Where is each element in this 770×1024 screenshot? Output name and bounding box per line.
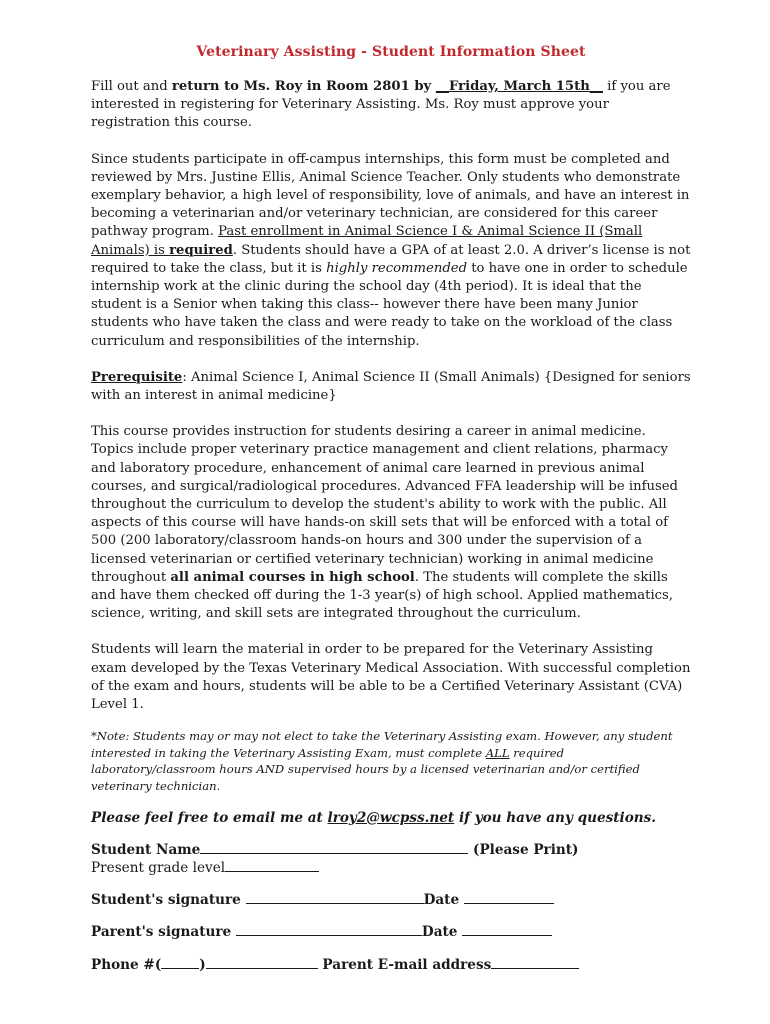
student-name-row: [91, 841, 691, 859]
note-paragraph: [91, 728, 691, 794]
grade-level-field[interactable]: [225, 859, 319, 872]
phone-close-paren: ): [199, 956, 206, 973]
parent-signature-label: Parent's signature: [91, 924, 236, 941]
student-date-label: Date: [423, 892, 464, 909]
student-name-label: Student Name: [91, 841, 201, 858]
requirements-paragraph: [91, 151, 691, 351]
note-text: *Note: Students may or may not elect to take the Veterinary Assisting exam. However, any student interested in taking the Veterinary Assisting Exam, must complete: [91, 729, 673, 760]
intro-paragraph: [91, 78, 691, 133]
phone-number-field[interactable]: [206, 956, 318, 969]
course-description-text: This course provides instruction for students desiring a career in animal medicine. Topics include proper veterinary practice management and client relations, pharmacy and laboratory procedure, enhancement of animal care learned in previous animal courses, and surgical/radiological procedures. Advanced FFA leadership will be infused throughout the curriculum to develop the student's ability to work with the public. All aspects of this course will have hands-on skill sets that will be enforced with a total of 500 (200 laboratory/classroom hands-on hours and 300 under the supervision of a licensed veterinarian or certified veterinary technician) working in animal medicine throughout: [91, 424, 678, 585]
due-date: __Friday, March 15th__: [435, 79, 603, 94]
requirements-text: Since students participate in off-campus internships, this form must be completed and reviewed by Mrs. Justine Ellis, Animal Science Teacher. Only students who demonstrate exemplary behavior, a high level of responsibility, love of animals, and have an interest in becoming a veterinarian and/or veterinary technician, are considered for this career pathway program.: [91, 151, 690, 240]
prerequisite-label: Prerequisite: [91, 369, 183, 385]
prerequisite-text: : Animal Science I, Animal Science II (Small Animals) {Designed for seniors with an interest in animal medicine}: [91, 369, 691, 404]
student-date-field[interactable]: [464, 891, 554, 904]
parent-email-field[interactable]: [491, 956, 579, 969]
note-all: ALL: [485, 745, 510, 760]
document-page: [91, 44, 691, 974]
intro-text-start: Fill out and: [91, 79, 172, 94]
course-description-end: . The students will complete the skills and have them checked off during the 1-3 year(s) of high school. Applied mathematics, science, writing, and skill sets are integrated throughout the curriculum.: [91, 569, 674, 622]
internship-text: to have one in order to schedule internship work at the clinic during the school day (4th period). It is ideal that the student is a Senior when taking this class-- however there have been many Junior students who have taken the class and were ready to take on the workload of the class curriculum and responsibilities of the internship.: [91, 260, 688, 349]
email-line: [91, 809, 691, 827]
contact-email-link[interactable]: lroy2@wcpss.net: [327, 809, 455, 826]
prerequisite-paragraph: [91, 369, 691, 405]
highly-recommended: highly recommended: [326, 260, 468, 276]
enrollment-requirement: Past enrollment in Animal Science I & Animal Science II (Small Animals) is: [91, 224, 643, 258]
phone-email-row: [91, 956, 691, 974]
intro-text-end: if you are interested in registering for Veterinary Assisting. Ms. Roy must approve your registration this course.: [91, 79, 671, 131]
student-signature-row: [91, 891, 691, 909]
all-animal-courses: all animal courses in high school: [170, 569, 415, 585]
student-signature-label: Student's signature: [91, 892, 246, 909]
note-text-end: required laboratory/classroom hours AND supervised hours by a licensed veterinarian and/or certified veterinary technician.: [91, 745, 640, 794]
parent-signature-field[interactable]: [236, 923, 422, 936]
course-description-paragraph: [91, 423, 691, 623]
phone-label: Phone #(: [91, 956, 162, 973]
parent-date-field[interactable]: [462, 923, 552, 936]
email-prompt: Please feel free to email me at: [91, 809, 328, 826]
student-signature-field[interactable]: [246, 891, 424, 904]
student-name-field[interactable]: [200, 841, 468, 854]
exam-paragraph: Students will learn the material in order to be prepared for the Veterinary Assisting exam developed by the Texas Veterinary Medical Association. With successful completion of the exam and hours, students will be able to be a Certified Veterinary Assistant (CVA) Level 1.: [91, 642, 691, 713]
grade-level-label: Present grade level: [91, 860, 226, 877]
required-emphasis: required: [169, 242, 233, 258]
parent-date-label: Date: [421, 924, 463, 941]
return-instruction: return to Ms. Roy in Room 2801 by: [171, 79, 436, 94]
email-prompt-end: if you have any questions.: [454, 809, 657, 826]
page-title: Veterinary Assisting - Student Information Sheet: [196, 44, 586, 60]
parent-email-label: Parent E-mail address: [317, 956, 492, 973]
please-print-label: (Please Print): [468, 841, 579, 858]
grade-level-row: [91, 859, 691, 877]
phone-area-code-field[interactable]: [161, 956, 199, 969]
parent-signature-row: [91, 923, 691, 941]
gpa-text: . Students should have a GPA of at least 2.0. A driver’s license is not required to take the class, but it is: [91, 242, 691, 276]
